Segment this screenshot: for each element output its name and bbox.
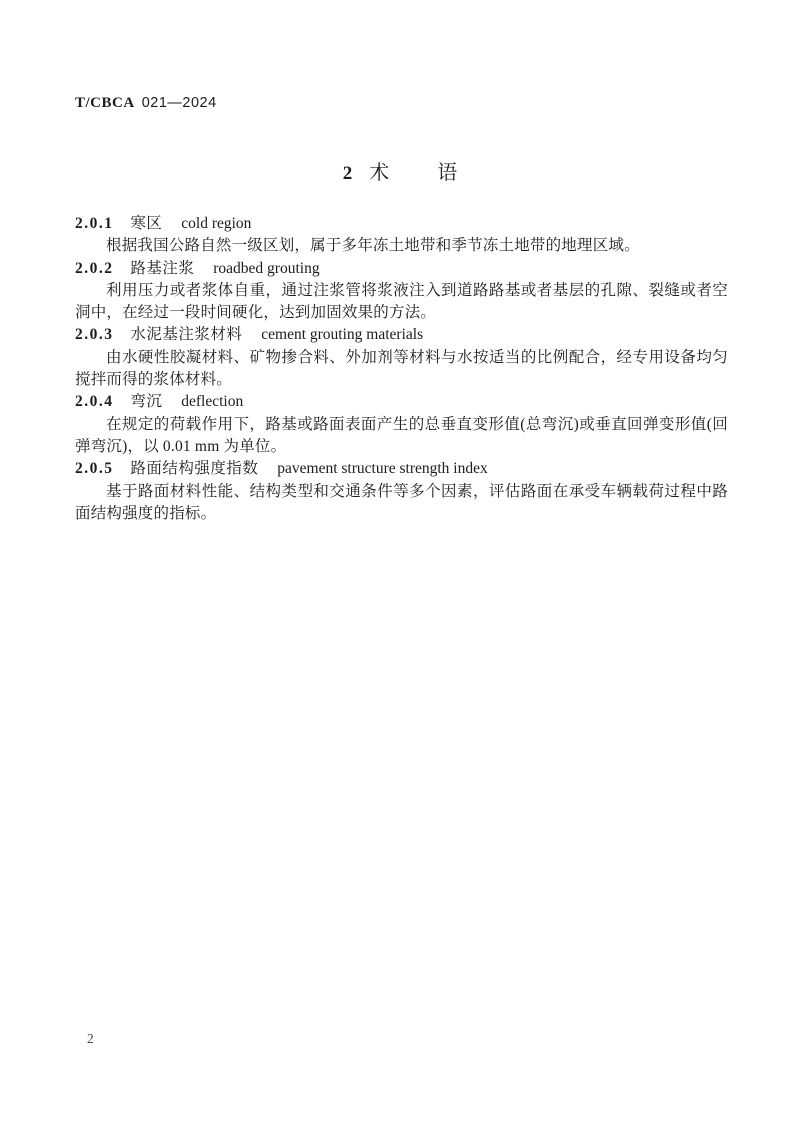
term-heading [75,391,728,413]
term-heading [75,458,728,480]
term-definition: 在规定的荷载作用下，路基或路面表面产生的总垂直变形值(总弯沉)或垂直回弹变形值(回弹弯沉)，以 0.01 mm 为单位。 [75,415,728,455]
standard-prefix: T/CBCA [75,95,135,111]
terms-section [75,213,728,525]
term-english: roadbed grouting [213,259,320,277]
chapter-number: 2 [342,163,353,184]
term-number: 2.0.2 [75,259,114,277]
term-number: 2.0.4 [75,393,114,411]
term-chinese: 水泥基注浆材料 [130,326,243,344]
term-chinese: 路基注浆 [130,259,195,277]
term-entry [75,258,728,325]
term-chinese: 路面结构强度指数 [130,460,259,478]
term-definition: 根据我国公路自然一级区划，属于多年冻土地带和季节冻土地带的地理区域。 [106,237,640,255]
chapter-title [0,156,800,185]
chapter-title-char-2: 语 [437,162,458,184]
term-english: cold region [181,215,252,232]
term-entry [75,324,728,391]
term-number: 2.0.3 [75,326,114,344]
term-definition: 基于路面材料性能、结构类型和交通条件等多个因素，评估路面在承受车辆载荷过程中路面结构强度的指标。 [75,482,728,522]
term-chinese: 寒区 [130,215,163,232]
page-number: 2 [87,1031,94,1046]
chapter-title-char-1: 术 [369,162,390,184]
term-definition: 由水硬性胶凝材料、矿物掺合料、外加剂等材料与水按适当的比例配合，经专用设备均匀搅拌而得的浆体材料。 [75,348,728,389]
term-number: 2.0.5 [75,460,114,478]
term-number: 2.0.1 [75,215,114,232]
term-heading [75,258,728,280]
term-heading [75,324,728,346]
term-entry [75,391,728,458]
term-heading [75,213,728,235]
standard-number: 021—2024 [141,95,217,111]
term-english: cement grouting materials [261,326,424,344]
term-chinese: 弯沉 [130,393,163,411]
term-entry [75,213,728,258]
term-entry [75,458,728,525]
term-english: deflection [181,393,244,411]
standard-code-header [75,95,217,112]
term-english: pavement structure strength index [277,460,488,478]
term-definition: 利用压力或者浆体自重，通过注浆管将浆液注入到道路路基或者基层的孔隙、裂缝或者空洞中，在经过一段时间硬化，达到加固效果的方法。 [75,281,728,322]
